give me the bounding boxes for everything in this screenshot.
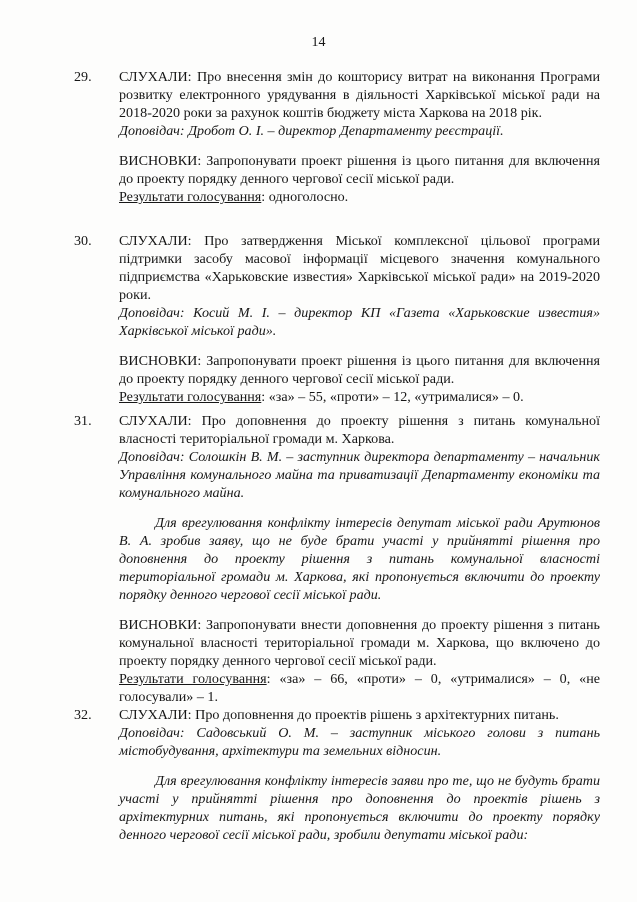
item-number: 32. — [74, 707, 92, 723]
heard-label: СЛУХАЛИ: — [119, 69, 192, 85]
agenda-item-32 — [74, 706, 600, 844]
conclusions-label: ВИСНОВКИ: — [119, 617, 202, 633]
heard-label: СЛУХАЛИ: — [119, 707, 192, 723]
conclusions-label: ВИСНОВКИ: — [119, 153, 202, 169]
vote-result: : одноголосно. — [261, 189, 349, 205]
heard-text: Про внесення змін до кошторису витрат на виконання Програми розвитку електронного урядування в діяльності Харківської міської ради на 2018-2020 роки за рахунок коштів бюджету міста Харкова на 2018 рік. — [119, 69, 600, 121]
speaker: Доповідач: Дробот О. І. – директор Департаменту реєстрації. — [119, 123, 504, 139]
conflict-of-interest-note: Для врегулювання конфлікту інтересів депутат міської ради Арутюнов В. А. зробив заяву, що не буде брати участі у прийнятті рішення про доповнення до проекту рішення з питань комунальної власності територіальної громади м. Харкова, які пропонується включити до проекту порядку денного чергової сесії міської ради. — [119, 515, 600, 603]
vote-label: Результати голосування — [119, 189, 262, 205]
conclusions-text: Запропонувати проект рішення із цього питання для включення до проекту порядку денного чергової сесії міської ради. — [119, 153, 601, 187]
conflict-of-interest-note: Для врегулювання конфлікту інтересів заяви про те, що не будуть брати участі у прийнятті рішення про доповнення до проектів рішень з архітектурних питань, які пропонується включити до проекту порядку денного чергової сесії міської ради, зробили депутати міської ради: — [119, 773, 600, 843]
item-number: 29. — [74, 69, 92, 85]
item-number: 31. — [74, 413, 92, 429]
heard-text: Про доповнення до проекту рішення з питань комунальної власності територіальної громади м. Харкова. — [119, 413, 600, 447]
speaker: Доповідач: Косий М. І. – директор КП «Газета «Харьковские известия» Харківської міської ради». — [119, 305, 600, 339]
vote-result: : «за» – 66, «проти» – 0, «утрималися» – 0, «не голосували» – 1. — [119, 671, 600, 705]
heard-text: Про затвердження Міської комплексної цільової програми підтримки засобу масової інформації місцевого значення комунального підприємства «Харьковские известия» Харківської міської ради» на 2019-2020 роки. — [119, 233, 600, 303]
agenda-item-31 — [74, 412, 600, 706]
conclusions-label: ВИСНОВКИ: — [119, 353, 202, 369]
vote-label: Результати голосування — [119, 671, 267, 687]
conclusions-text: Запропонувати проект рішення із цього питання для включення до проекту порядку денного чергової сесії міської ради. — [119, 353, 601, 387]
vote-result: : «за» – 55, «проти» – 12, «утрималися» – 0. — [261, 389, 524, 405]
heard-label: СЛУХАЛИ: — [119, 413, 192, 429]
item-number: 30. — [74, 233, 92, 249]
heard-label: СЛУХАЛИ: — [119, 233, 192, 249]
heard-text: Про доповнення до проектів рішень з архітектурних питань. — [195, 707, 559, 723]
vote-label: Результати голосування — [119, 389, 262, 405]
speaker: Доповідач: Садовський О. М. – заступник міського голови з питань містобудування, архітектури та земельних відносин. — [119, 725, 600, 759]
agenda-item-30 — [74, 232, 601, 406]
agenda-item-29 — [74, 68, 601, 206]
page-number: 14 — [311, 35, 326, 50]
speaker: Доповідач: Солошкін В. М. – заступник директора департаменту – начальник Управління комунального майна та приватизації Департаменту економіки та комунального майна. — [119, 449, 600, 501]
conclusions-text: Запропонувати внести доповнення до проекту рішення з питань комунальної власності територіальної громади м. Харкова, що включено до проекту порядку денного чергової сесії міської ради. — [119, 617, 600, 669]
